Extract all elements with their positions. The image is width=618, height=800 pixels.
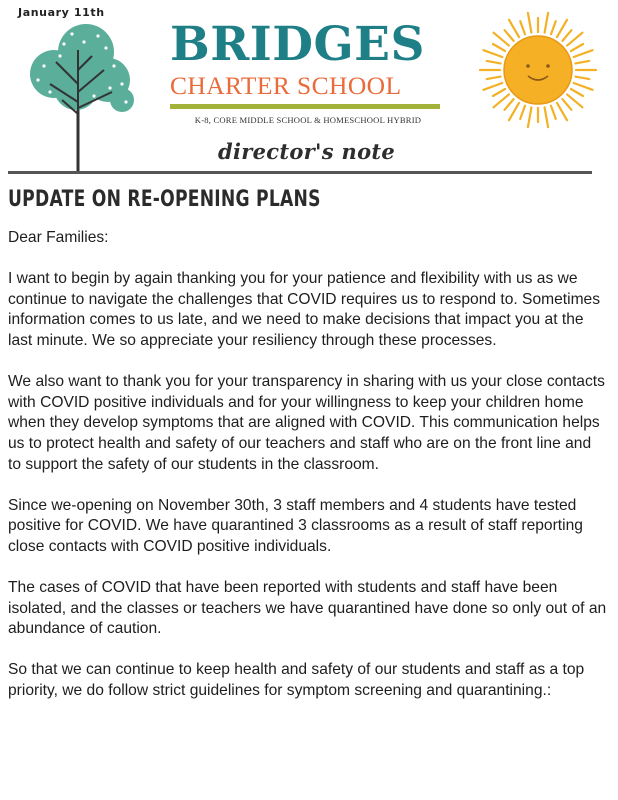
- salutation: Dear Families:: [8, 229, 109, 246]
- sun-ray: [562, 30, 571, 41]
- header-divider: [8, 171, 592, 174]
- sun-ray: [505, 30, 514, 41]
- sun-ray: [574, 83, 593, 90]
- sun-ray: [493, 44, 505, 51]
- paragraph: The cases of COVID that have been reported with students and staff have been isolated, and the classes or teachers we have quarantined have done so only out of an abundance of caution.: [8, 579, 607, 638]
- sun-ray: [520, 106, 525, 119]
- sun-ray: [520, 21, 525, 34]
- sun-ray: [509, 20, 519, 37]
- school-name: BRIDGES: [170, 17, 425, 72]
- sun-ray: [487, 77, 501, 79]
- issue-date: January 11th: [18, 6, 105, 19]
- sun-ray: [551, 106, 556, 119]
- sun-ray: [483, 50, 502, 57]
- sun-ray: [509, 103, 519, 120]
- sun-ray: [545, 107, 548, 127]
- sun-ray: [545, 13, 548, 33]
- sun-ray: [571, 89, 583, 96]
- sun-ray: [551, 21, 556, 34]
- sun-ray: [574, 50, 593, 57]
- sun-ray: [557, 20, 567, 37]
- sun-ray: [575, 77, 589, 79]
- paragraph: So that we can continue to keep health and safety of our students and staff as a top priority, we do follow strict guidelines for symptom screening and quarantining.:: [8, 661, 585, 700]
- sun-ray: [571, 44, 583, 51]
- school-tagline: K-8, CORE MIDDLE SCHOOL & HOMESCHOOL HYBRID: [194, 115, 422, 125]
- sun-ray: [528, 107, 531, 127]
- school-subtitle: CHARTER SCHOOL: [170, 71, 402, 100]
- sun-ray: [528, 13, 531, 33]
- sun-ray: [557, 103, 567, 120]
- logo-divider: [170, 104, 440, 109]
- sun-ray: [562, 99, 571, 110]
- sun-ray: [575, 61, 589, 63]
- section-label: director's note: [218, 139, 396, 164]
- sun-ray: [493, 89, 505, 96]
- article-body: [8, 228, 608, 722]
- sun-ray: [494, 94, 509, 107]
- sun-ray: [494, 33, 509, 46]
- paragraph: I want to begin by again thanking you for your patience and flexibility with us as we continue to navigate the challenges that COVID requires us to respond to. Sometimes information comes to us late, and we need to make decisions that impact you at the last minute. We so appreciate your resiliency through these processes.: [8, 270, 601, 349]
- paragraph: We also want to thank you for your transparency in sharing with us your close contacts with COVID positive individuals and for your willingness to keep your children home when they develop symptoms that are aligned with COVID. This communication helps us to protect health and safety of our teachers and staff who are on the front line and to support the safety of our students in the classroom.: [8, 373, 605, 473]
- sun-icon: [478, 10, 598, 130]
- paragraph: Since we-opening on November 30th, 3 staff members and 4 students have tested positive for COVID. We have quarantined 3 classrooms as a result of staff reporting close contacts with COVID positive individuals.: [8, 496, 583, 555]
- sun-ray: [567, 94, 582, 107]
- tree-icon: [14, 22, 138, 172]
- sun-ray: [483, 83, 502, 90]
- article-headline: UPDATE ON RE-OPENING PLANS: [8, 187, 321, 212]
- sun-ray: [505, 99, 514, 110]
- sun-ray: [567, 33, 582, 46]
- sun-ray: [487, 61, 501, 63]
